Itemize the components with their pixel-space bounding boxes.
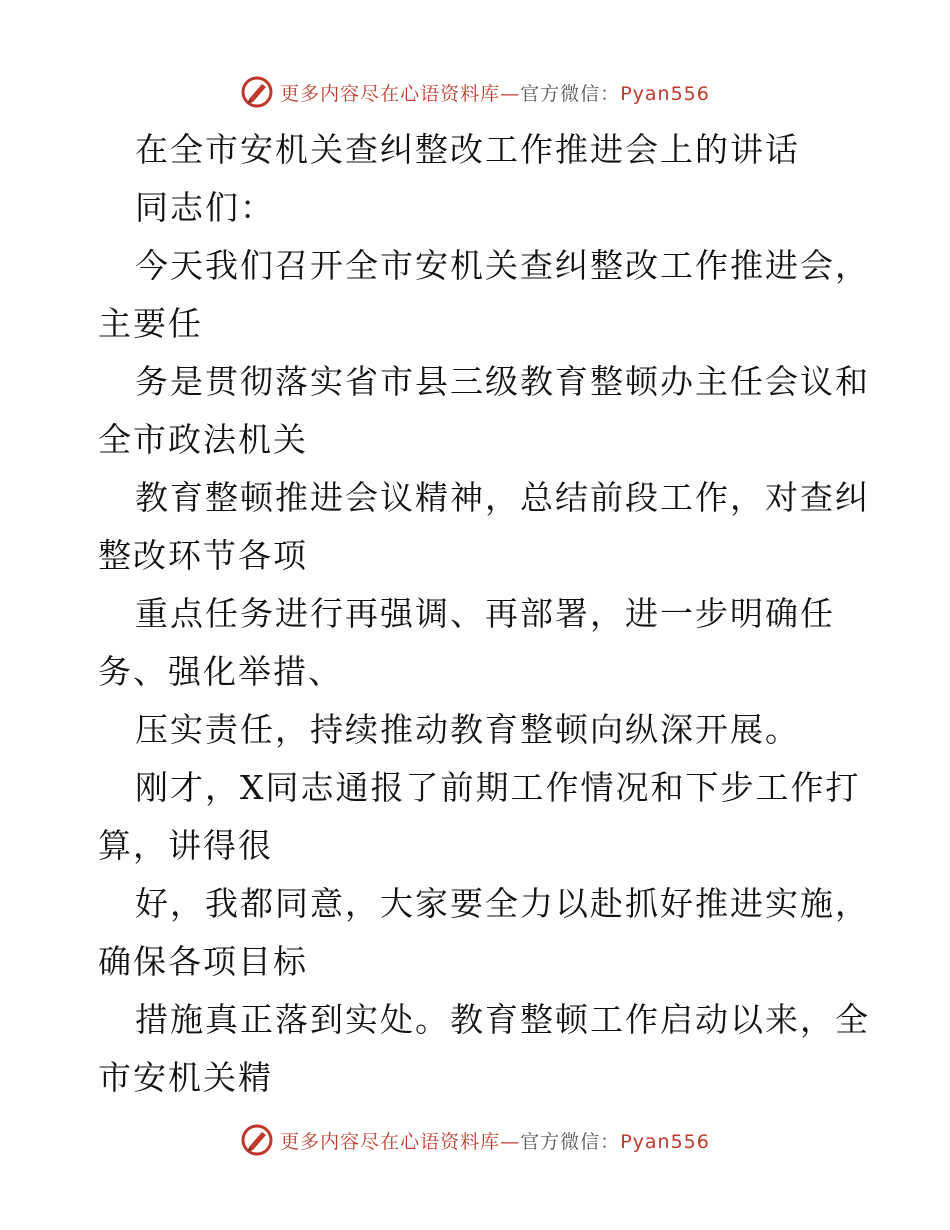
paragraph-line: 重点任务进行再强调、再部署，进一步明确任 <box>135 594 835 633</box>
footer-brand: 更多内容尽在心语资料库 <box>280 1130 501 1153</box>
paragraph-line: 刚才，X同志通报了前期工作情况和下步工作打 <box>135 768 861 807</box>
footer-banner-text <box>280 1127 710 1154</box>
paragraph-line: 压实责任，持续推动教育整顿向纵深开展。 <box>135 710 800 749</box>
paragraph-line: 好，我都同意，大家要全力以赴抓好推进实施， <box>135 884 870 923</box>
paragraph-line: 措施真正落到实处。教育整顿工作启动以来，全 <box>135 1000 870 1039</box>
pen-logo-icon <box>240 1123 274 1157</box>
header-banner-text <box>280 79 710 106</box>
paragraph-line: 务、强化举措、 <box>98 652 343 691</box>
paragraph-line: 今天我们召开全市安机关查纠整改工作推进会， <box>135 246 870 285</box>
salutation: 同志们： <box>135 188 275 227</box>
footer-wechat-id: Pyan556 <box>620 1130 710 1153</box>
paragraph-line: 全市政法机关 <box>98 420 308 459</box>
footer-dash: — <box>500 1130 521 1153</box>
paragraph-line: 整改环节各项 <box>98 536 308 575</box>
footer-official-label: 官方微信： <box>520 1130 621 1153</box>
header-dash: — <box>500 82 521 105</box>
header-brand: 更多内容尽在心语资料库 <box>280 82 501 105</box>
paragraph-line: 教育整顿推进会议精神，总结前段工作，对查纠 <box>135 478 870 517</box>
header-wechat-id: Pyan556 <box>620 82 710 105</box>
paragraph-line: 确保各项目标 <box>98 942 308 981</box>
paragraph-line: 市安机关精 <box>98 1058 273 1097</box>
paragraph-line: 算，讲得很 <box>98 826 273 865</box>
paragraph-line: 务是贯彻落实省市县三级教育整顿办主任会议和 <box>135 362 870 401</box>
speech-title: 在全市安机关查纠整改工作推进会上的讲话 <box>135 130 800 169</box>
footer-banner <box>0 1120 950 1160</box>
paragraph-line: 主要任 <box>98 304 203 343</box>
header-banner <box>0 72 950 112</box>
header-official-label: 官方微信： <box>520 82 621 105</box>
pen-logo-icon <box>240 75 274 109</box>
